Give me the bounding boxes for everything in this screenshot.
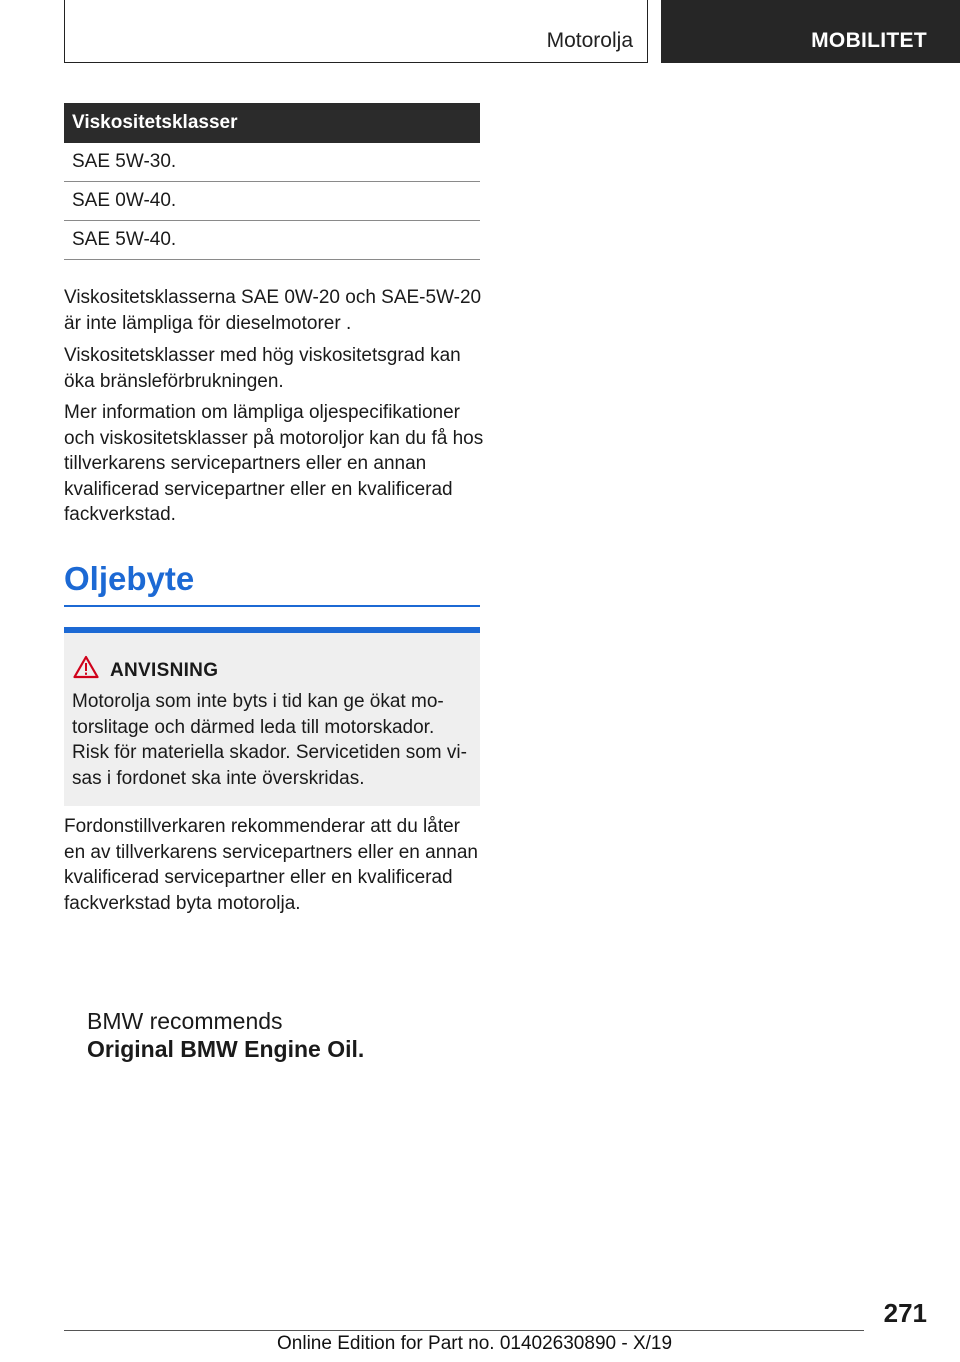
table-row: SAE 0W-40. bbox=[64, 182, 480, 221]
header-chapter-box bbox=[661, 0, 960, 63]
footer-divider bbox=[64, 1330, 864, 1331]
brand-line-2: Original BMW Engine Oil. bbox=[87, 1036, 365, 1062]
paragraph-oil-change: Fordonstillverkaren rekommenderar att du låter en av tillverkarens servicepartners eller en annan kvalificerad servicepartner eller en kvalificerad fackverkstad byta motorolja. bbox=[64, 816, 478, 914]
table-row: SAE 5W-40. bbox=[64, 221, 480, 260]
table-row: SAE 5W-30. bbox=[64, 143, 480, 182]
notice-text: Motorolja som inte byts i tid kan ge ökat motorslitage och därmed leda till motorskador. Risk för materiella skador. Servicetiden som visas i fordonet ska inte överskridas. bbox=[72, 691, 467, 789]
brand-recommendation bbox=[87, 1007, 364, 1063]
header-section-box bbox=[64, 0, 648, 63]
notice-title: ANVISNING bbox=[110, 660, 219, 681]
page-number: 271 bbox=[883, 1298, 927, 1328]
section-title: Oljebyte bbox=[64, 560, 195, 597]
viscosity-table bbox=[64, 103, 480, 260]
header-section-title: Motorolja bbox=[546, 29, 633, 52]
paragraph-fuel-consumption: Viskositetsklasser med hög viskositetsgrad kan öka bränsleförbrukningen. bbox=[64, 345, 461, 392]
viscosity-table-header: Viskositetsklasser bbox=[64, 103, 480, 143]
section-divider bbox=[64, 605, 480, 607]
header-chapter-title: MOBILITET bbox=[811, 29, 927, 52]
notice-box bbox=[64, 627, 480, 806]
footer-edition: Online Edition for Part no. 01402630890 - X/19 bbox=[277, 1333, 673, 1354]
warning-triangle-icon bbox=[73, 655, 99, 679]
paragraph-viscosity-diesel: Viskositetsklasserna SAE 0W-20 och SAE-5W-20 är inte lämpliga för dieselmotorer . bbox=[64, 287, 482, 334]
brand-line-1: BMW recommends bbox=[87, 1008, 283, 1034]
paragraph-more-info: Mer information om lämpliga oljespecifikationer och viskositetsklasser på motoroljor kan du få hos tillverkarens servicepartners eller en annan kvalificerad servicepartner eller en kvalificerad fackverkstad. bbox=[64, 402, 484, 525]
